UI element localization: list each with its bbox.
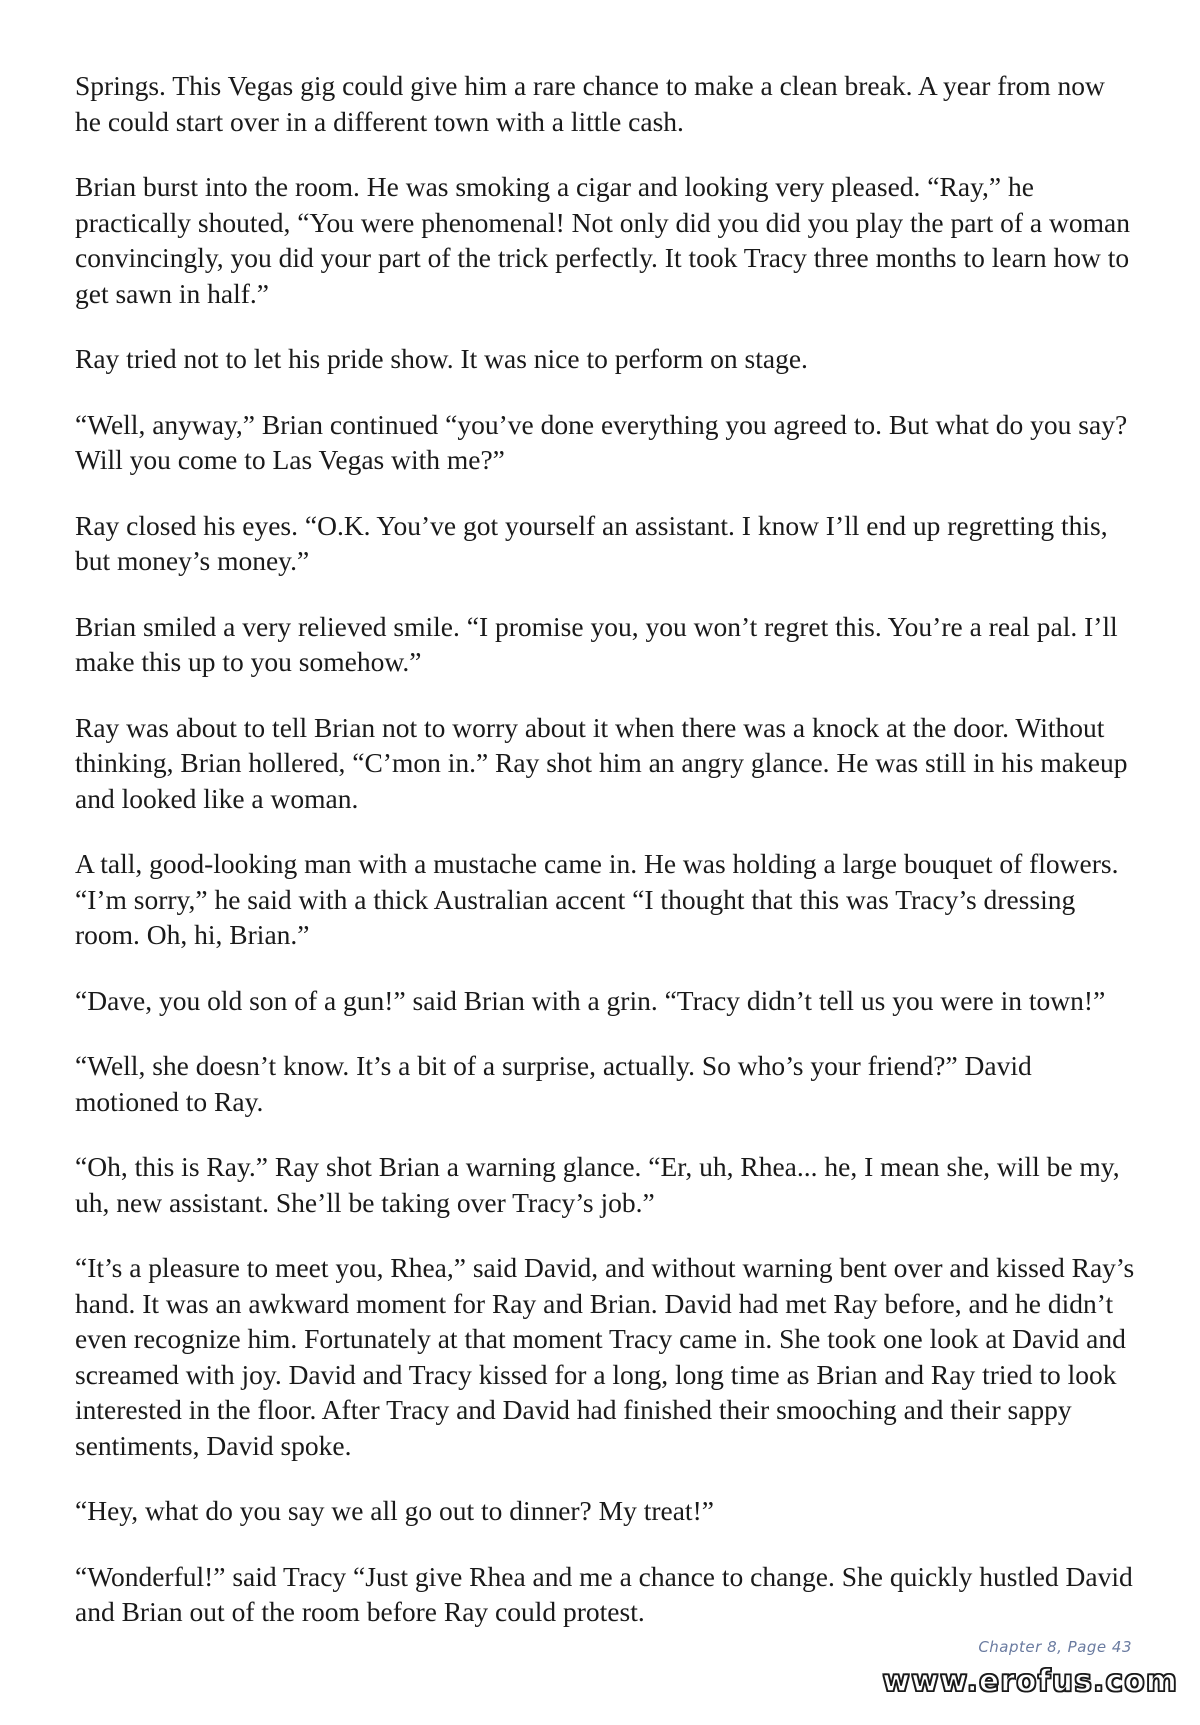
- paragraph: “It’s a pleasure to meet you, Rhea,” said David, and without warning bent over and kissed Ray’s hand. It was an awkward moment for Ray and Brian. David had met Ray before, and he didn’t even recognize him. Fortunately at that moment Tracy came in. She took one look at David and screamed with joy. David and Tracy kissed for a long, long time as Brian and Ray tried to look interested in the floor. After Tracy and David had finished their smooching and their sappy sentiments, David spoke.: [75, 1252, 1135, 1461]
- paragraph: A tall, good-looking man with a mustache came in. He was holding a large bouquet of flowers. “I’m sorry,” he said with a thick Australian accent “I thought that this was Tracy’s dressing room. Oh, hi, Brian.”: [75, 848, 1119, 950]
- paragraph: “Hey, what do you say we all go out to dinner? My treat!”: [75, 1495, 714, 1526]
- paragraph: Brian smiled a very relieved smile. “I promise you, you won’t regret this. You’re a real pal. I’ll make this up to you somehow.”: [75, 610, 1118, 677]
- paragraph: Ray tried not to let his pride show. It was nice to perform on stage.: [75, 343, 808, 374]
- paragraph: “Oh, this is Ray.” Ray shot Brian a warning glance. “Er, uh, Rhea... he, I mean she, will be my, uh, new assistant. She’ll be taking over Tracy’s job.”: [75, 1151, 1120, 1218]
- watermark-text: www.erofus.com: [882, 1664, 1178, 1699]
- paragraph: Brian burst into the room. He was smoking a cigar and looking very pleased. “Ray,” he practically shouted, “You were phenomenal! Not only did you did you play the part of a woman convincingly, you did your part of the trick perfectly. It took Tracy three months to learn how to get sawn in half.”: [75, 171, 1130, 309]
- paragraph: Ray was about to tell Brian not to worry about it when there was a knock at the door. Without thinking, Brian hollered, “C’mon in.” Ray shot him an angry glance. He was still in his makeup and looked like a woman.: [75, 711, 1128, 814]
- paragraph: “Wonderful!” said Tracy “Just give Rhea and me a chance to change. She quickly hustled David and Brian out of the room before Ray could protest.: [75, 1560, 1133, 1627]
- paragraph: “Well, anyway,” Brian continued “you’ve done everything you agreed to. But what do you say? Will you come to Las Vegas with me?”: [75, 408, 1128, 475]
- page-number-label: Chapter 8, Page 43: [978, 1638, 1132, 1656]
- paragraph: Springs. This Vegas gig could give him a rare chance to make a clean break. A year from now he could start over in a different town with a little cash.: [75, 70, 1105, 137]
- paragraph: “Dave, you old son of a gun!” said Brian with a grin. “Tracy didn’t tell us you were in town!”: [75, 984, 1106, 1016]
- body-text: [75, 68, 1135, 1660]
- paragraph: Ray closed his eyes. “O.K. You’ve got yourself an assistant. I know I’ll end up regretting this, but money’s money.”: [75, 509, 1108, 576]
- paragraph: “Well, she doesn’t know. It’s a bit of a surprise, actually. So who’s your friend?” David motioned to Ray.: [75, 1050, 1032, 1117]
